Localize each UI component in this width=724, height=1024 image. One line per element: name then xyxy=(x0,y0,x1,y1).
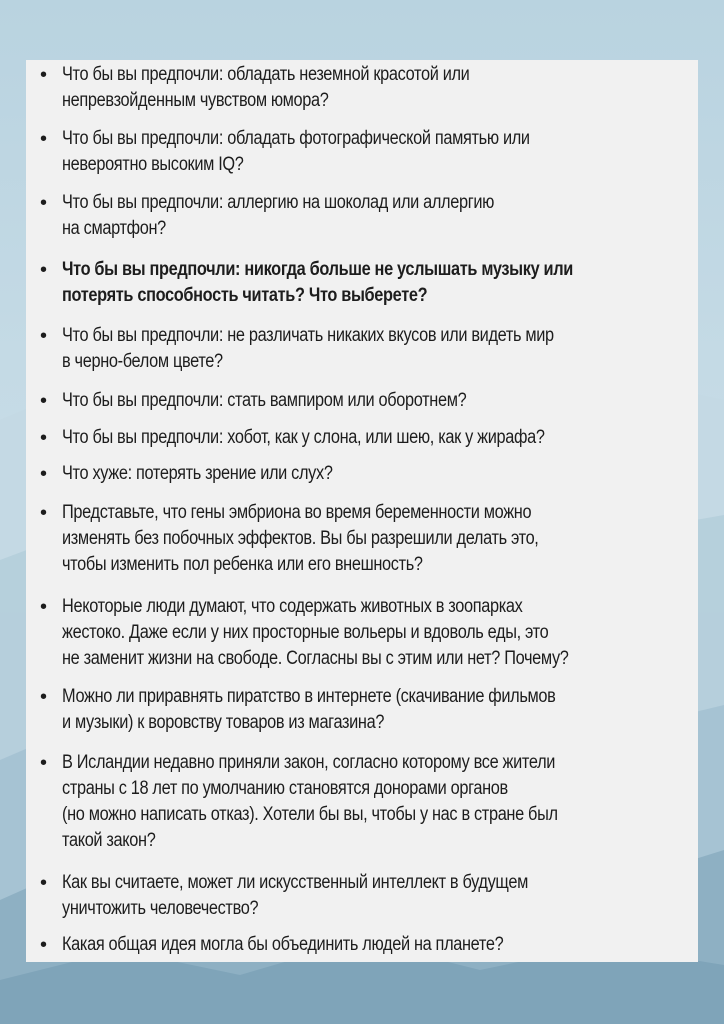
bullet: • xyxy=(40,259,47,281)
list-item xyxy=(40,684,690,736)
list-item xyxy=(40,126,690,178)
list-item xyxy=(40,323,690,375)
bullet: • xyxy=(40,686,47,708)
list-item xyxy=(40,388,690,414)
question-text: Как вы считаете, может ли искусственный интеллект в будущем уничтожить человечество? xyxy=(62,872,528,919)
list-item xyxy=(40,750,690,854)
question-text-highlighted: Что бы вы предпочли: никогда больше не услышать музыку или потерять способность читать? Что выберете? xyxy=(62,259,573,306)
bullet: • xyxy=(40,325,47,347)
question-text: Представьте, что гены эмбриона во время беременности можно изменять без побочных эффектов. Вы бы разрешили делать это, чтобы изменить пол ребенка или его внешность? xyxy=(62,502,539,575)
question-text: Что бы вы предпочли: обладать неземной красотой или непревзойденным чувством юмора? xyxy=(62,64,470,111)
bullet: • xyxy=(40,752,47,774)
bullet: • xyxy=(40,934,47,956)
bullet: • xyxy=(40,502,47,524)
question-text: Что бы вы предпочли: аллергию на шоколад или аллергию на смартфон? xyxy=(62,192,495,239)
list-item xyxy=(40,461,690,487)
questions-card xyxy=(26,60,698,962)
question-text: Какая общая идея могла бы объединить людей на планете? xyxy=(62,934,504,955)
question-text: Можно ли приравнять пиратство в интернете (скачивание фильмов и музыки) к воровству товаров из магазина? xyxy=(62,686,556,733)
list-item xyxy=(40,190,690,242)
list-item xyxy=(40,500,690,578)
question-text: Некоторые люди думают, что содержать животных в зоопарках жестоко. Даже если у них просторные вольеры и вдоволь еды, это не заменит жизни на свободе. Согласны вы с этим или нет? Почему? xyxy=(62,596,569,669)
question-text: Что бы вы предпочли: стать вампиром или оборотнем? xyxy=(62,390,467,411)
list-item xyxy=(40,62,690,114)
list-item xyxy=(40,932,690,958)
bullet: • xyxy=(40,390,47,412)
question-text: В Исландии недавно приняли закон, согласно которому все жители страны с 18 лет по умолчанию становятся донорами органов (но можно написать отказ). Хотели бы вы, чтобы у нас в стране был такой закон? xyxy=(62,752,558,851)
question-text: Что бы вы предпочли: хобот, как у слона, или шею, как у жирафа? xyxy=(62,427,545,448)
question-text: Что бы вы предпочли: обладать фотографической памятью или невероятно высоким IQ? xyxy=(62,128,530,175)
bullet: • xyxy=(40,463,47,485)
bullet: • xyxy=(40,128,47,150)
list-item xyxy=(40,257,690,309)
question-text: Что хуже: потерять зрение или слух? xyxy=(62,463,333,484)
list-item xyxy=(40,425,690,451)
bullet: • xyxy=(40,192,47,214)
bullet: • xyxy=(40,596,47,618)
list-item xyxy=(40,870,690,922)
list-item xyxy=(40,594,690,672)
bullet: • xyxy=(40,427,47,449)
question-text: Что бы вы предпочли: не различать никаких вкусов или видеть мир в черно-белом цвете? xyxy=(62,325,554,372)
bullet: • xyxy=(40,872,47,894)
bullet: • xyxy=(40,64,47,86)
